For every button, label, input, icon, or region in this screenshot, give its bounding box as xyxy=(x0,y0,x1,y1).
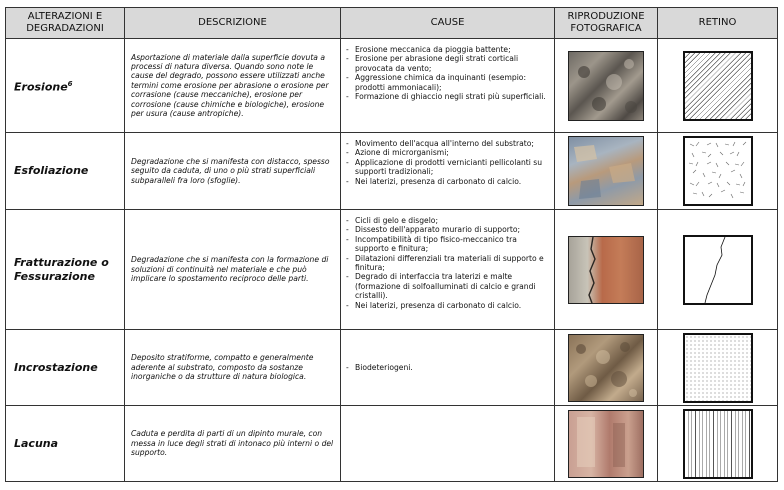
table-row xyxy=(6,133,778,210)
cause-item: - Biodeteriogeni. xyxy=(345,363,550,372)
table-row xyxy=(6,406,778,482)
row-name: Fratturazione o Fessurazione xyxy=(6,210,125,330)
lacuna-photo xyxy=(568,410,644,478)
erosion-photo xyxy=(568,51,644,121)
exfoliation-photo xyxy=(568,136,644,206)
cause-item: - Dissesto dell'apparato murario di supporto; xyxy=(345,225,550,234)
row-causes xyxy=(341,39,555,133)
row-description: Degradazione che si manifesta con distacco, spesso seguito da caduta, di uno o più strati superficiali subparalleli fra loro (sfoglie). xyxy=(125,133,341,210)
row-hatch-cell xyxy=(658,210,778,330)
table-row xyxy=(6,210,778,330)
vertical-lines-pattern xyxy=(683,409,753,479)
cause-item: - Aggressione chimica da inquinanti (esempio: prodotti ammoniacali); xyxy=(345,73,550,92)
cause-item: - Degrado di interfaccia tra laterizi e malte (formazione di solfoalluminati di calcio e grandi cristalli). xyxy=(345,272,550,300)
row-causes xyxy=(341,406,555,482)
row-photo-cell xyxy=(555,39,658,133)
table-row xyxy=(6,330,778,406)
table-row xyxy=(6,39,778,133)
header-photo: RIPRODUZIONE FOTOGRAFICA xyxy=(555,8,658,39)
scattered-flakes-pattern xyxy=(683,136,753,206)
causes-list xyxy=(345,139,550,186)
crack-line-pattern xyxy=(683,235,753,305)
cause-item: - Cicli di gelo e disgelo; xyxy=(345,216,550,225)
fracture-photo xyxy=(568,236,644,304)
row-photo-cell xyxy=(555,330,658,406)
cause-item: - Erosione meccanica da pioggia battente; xyxy=(345,45,550,54)
row-causes xyxy=(341,133,555,210)
row-causes xyxy=(341,330,555,406)
degradation-table xyxy=(5,7,778,482)
row-photo-cell xyxy=(555,406,658,482)
row-causes xyxy=(341,210,555,330)
header-row xyxy=(6,8,778,39)
cause-item: - Formazione di ghiaccio negli strati più superficiali. xyxy=(345,92,550,101)
cause-item: - Incompatibilità di tipo fisico-meccanico tra supporto e finitura; xyxy=(345,235,550,254)
row-description: Degradazione che si manifesta con la formazione di soluzioni di continuità nel materiale e che può implicare lo spostamento reciproco delle parti. xyxy=(125,210,341,330)
causes-list xyxy=(345,363,550,372)
row-name: Incrostazione xyxy=(6,330,125,406)
cause-item: - Dilatazioni differenziali tra materiali di supporto e finitura; xyxy=(345,254,550,273)
header-hatch: RETINO xyxy=(658,8,778,39)
dots-pattern xyxy=(683,333,753,403)
row-name: Esfoliazione xyxy=(6,133,125,210)
header-causes: CAUSE xyxy=(341,8,555,39)
row-description: Asportazione di materiale dalla superficie dovuta a processi di natura diversa. Quando sono note le cause del degrado, possono essere utilizzati anche termini come erosione per abrasione o erosione per corrasione (cause meccaniche), erosione per corrosione (cause chimiche e biologiche), erosione per usura (cause antropiche). xyxy=(125,39,341,133)
cause-item: - Movimento dell'acqua all'interno del substrato; xyxy=(345,139,550,148)
row-photo-cell xyxy=(555,133,658,210)
incrustation-photo xyxy=(568,334,644,402)
diagonal-lines-pattern xyxy=(683,51,753,121)
cause-item: - Applicazione di prodotti vernicianti pellicolanti su supporti tradizionali; xyxy=(345,158,550,177)
row-hatch-cell xyxy=(658,39,778,133)
row-hatch-cell xyxy=(658,406,778,482)
causes-list xyxy=(345,45,550,101)
cause-item: - Azione di microrganismi; xyxy=(345,148,550,157)
causes-list xyxy=(345,216,550,310)
row-name: Erosione$^6$ xyxy=(6,39,125,133)
row-description: Caduta e perdita di parti di un dipinto murale, con messa in luce degli strati di intonaco più interni o del supporto. xyxy=(125,406,341,482)
footnote-marker: 6 xyxy=(67,79,73,88)
header-alterations: ALTERAZIONI E DEGRADAZIONI xyxy=(6,8,125,39)
header-description: DESCRIZIONE xyxy=(125,8,341,39)
row-hatch-cell xyxy=(658,133,778,210)
cause-item: - Nei laterizi, presenza di carbonato di calcio. xyxy=(345,301,550,310)
cause-item: - Nei laterizi, presenza di carbonato di calcio. xyxy=(345,177,550,186)
row-hatch-cell xyxy=(658,330,778,406)
row-description: Deposito stratiforme, compatto e generalmente aderente al substrato, composto da sostanze inorganiche o da strutture di natura biologica. xyxy=(125,330,341,406)
row-photo-cell xyxy=(555,210,658,330)
row-name: Lacuna xyxy=(6,406,125,482)
cause-item: - Erosione per abrasione degli strati corticali provocata da vento; xyxy=(345,54,550,73)
